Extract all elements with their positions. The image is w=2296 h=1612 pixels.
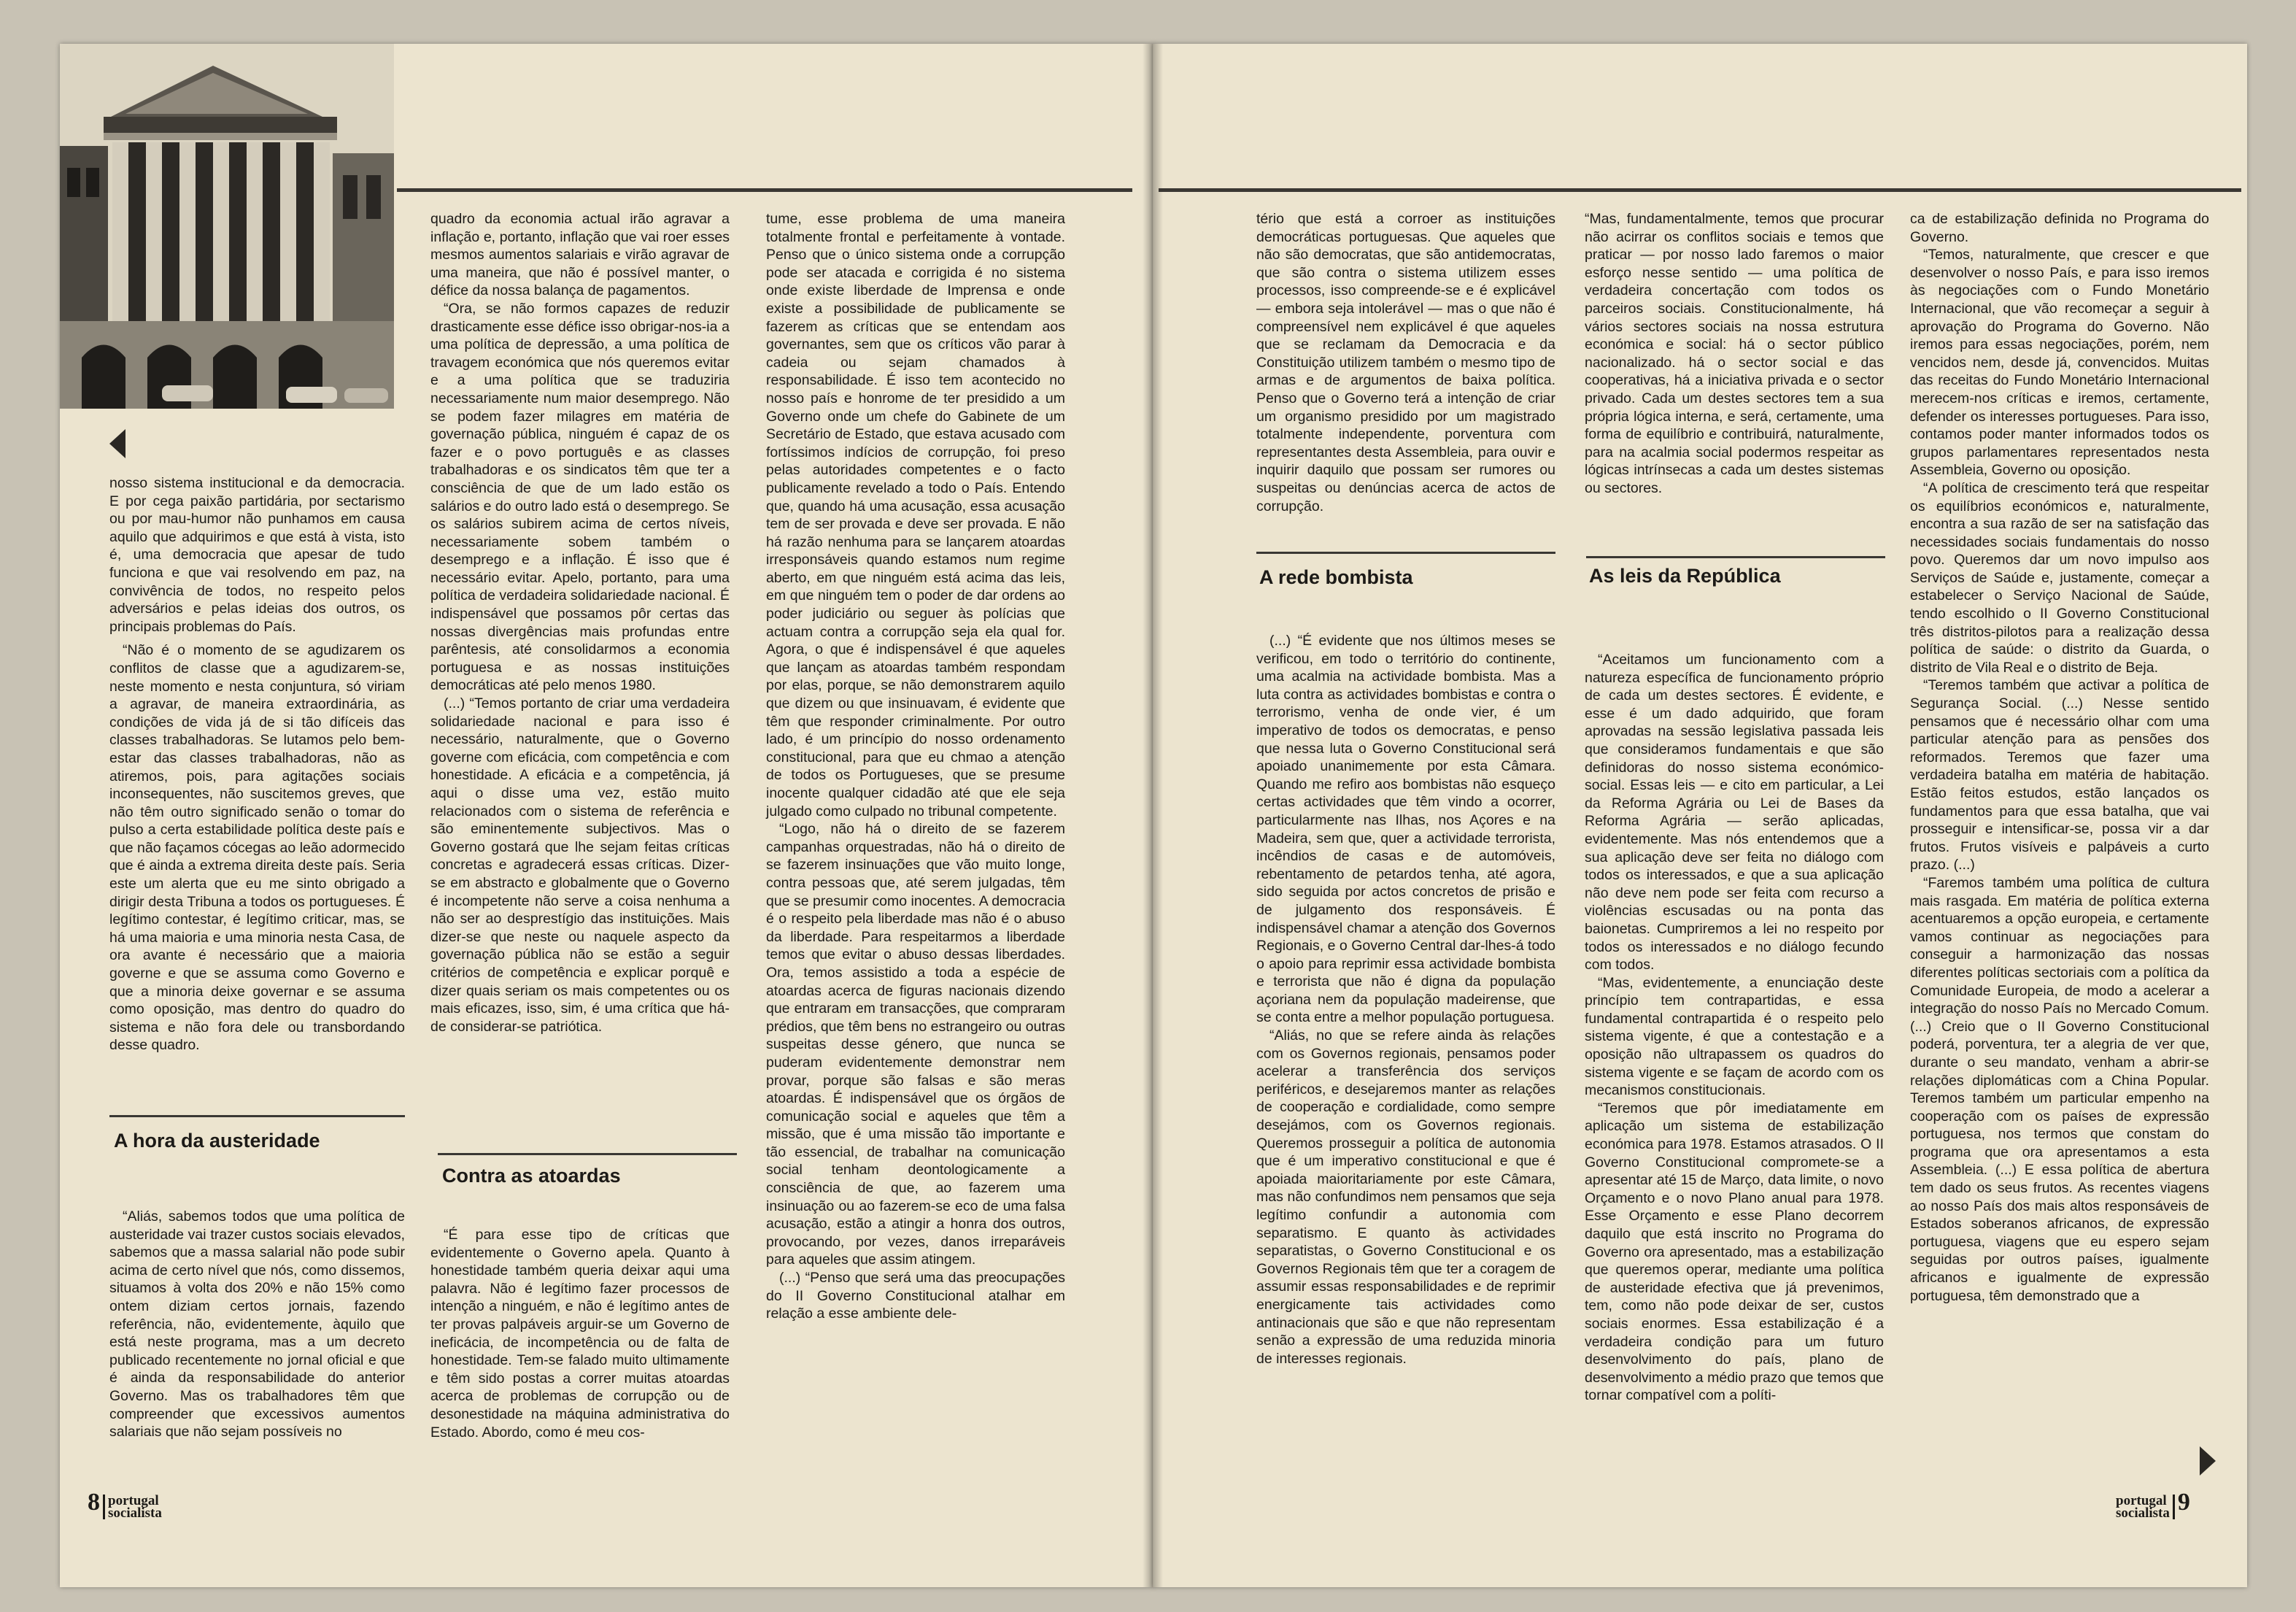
- folio-divider: [103, 1495, 105, 1519]
- next-page-arrow-icon[interactable]: [2200, 1446, 2216, 1476]
- left-column-2: [430, 210, 730, 1036]
- right-page-folio: [2116, 1489, 2190, 1522]
- header-rule-left: [397, 188, 1132, 192]
- paragraph: “Aliás, sabemos todos que uma política de austeridade vai trazer custos sociais elevados, sabemos que a massa salarial não pode subir acima de certo nível que nós, como dissemos, situamos à volta dos 20% e não 15% como ontem diziam certos jornais, fazendo referência, não, evidentemente, àquilo que está neste programa, mas a um decreto publicado recentemente no jornal oficial e que é ainda da responsabilidade do anterior Governo. Mas os trabalhadores têm que compreender que excessivos aumentos salariais que não sejam possíveis no: [109, 1208, 405, 1441]
- spine-gutter: [1143, 44, 1163, 1587]
- left-page-folio: [88, 1489, 162, 1522]
- portugal-socialista-logo: portugal socialista: [2116, 1493, 2170, 1522]
- paragraph: “Logo, não há o direito de se fazerem campanhas orquestradas, não há o direito de se fazerem insinuações que vão muito longe, contra pessoas que, até serem julgadas, têm que se presumir como inocentes. A democracia é o respeito pela liberdade mas não é o abuso da liberdade. Para respeitarmos a liberdade temos que evitar o abuso dessas liberdades. Ora, temos assistido a toda a espécie de atoardas acerca de figuras nacionais dizendo que entraram em transacções, que compraram prédios, que têm bens no estrangeiro ou outras suspeitas desse género, que nunca se puderam evidentemente demonstrar nem provar, porque são falsas e são meras atoardas. É indispensável que os órgãos de comunicação social e aqueles que têm a missão, que é uma missão tão importante e tão essencial, de trabalhar na comunicação social tenham deontologicamente a consciência de que, ao fazerem uma insinuação ou ao fazerem-se eco de uma falsa acusação, estão a atingir a honra dos outros, provocando, por vezes, danos irreparáveis para aqueles que assim atingem.: [766, 821, 1065, 1268]
- subhead-rule: [109, 1115, 405, 1117]
- left-column-3: [766, 210, 1065, 1323]
- subhead-rede-bombista: A rede bombista: [1259, 566, 1413, 588]
- paragraph: tume, esse problema de uma maneira totalmente frontal e perfeitamente à vontade. Penso que o único sistema onde a corrupção pode ser atacada e corrigida é no sistema onde existe liberdade de Imprensa e onde existe a possibilidade de publicamente se fazerem as críticas que se entendam aos governantes, sem que os críticos vão parar à cadeia ou sejam chamados à responsabilidade. É isso tem acontecido no nosso país e honrome de ter presidido a um Governo onde um chefe do Gabinete de um Secretário de Estado, que estava acusado com fortíssimos indícios de corrupção, foi preso pelas autoridades competentes e o facto publicamente revelado a todo o País. Entendo que, quando há uma acusação, essa acusação tem de ser provada e deve ser provada. E não há razão nenhuma para se lançarem atoardas irresponsáveis quando estamos num regime aberto, em que ninguém está acima das leis, em que ninguém tem o poder de dar ordens ao poder judiciário ou seguer às polícias que actuam contra a corrupção seja ela qual for. Agora, o que é indispensável é que aqueles que lançam as atoardas também respondam por elas, porque, se não demonstrarem aquilo que dizem ou que insinuavam, é evidente que têm que responder criminalmente. Por outro lado, é um princípio do nosso ordenamento constitucional, para que eu chmao a atenção de todos os Portugueses, que se presume inocente qualquer cidadão até que ele seja julgado como culpado no tribunal competente.: [766, 211, 1065, 820]
- paragraph: quadro da economia actual irão agravar a inflação e, portanto, inflação que vai roer esses mesmos aumentos salariais e virão agravar de uma maneira, que não é possível manter, o défice da nossa balança de pagamentos.: [430, 211, 730, 299]
- paragraph: “Aliás, no que se refere ainda às relações com os Governos regionais, pensamos poder acelerar a transferência dos serviços periféricos, e desejaremos manter as relações de cooperação e cordialidade, como sempre desejámos, com os Governos regionais. Queremos prosseguir a política de autonomia que é um imperativo constitucional e que é apoiada maioritariamente por este Câmara, mas não confundimos nem pensamos que seja legítimo confundir a autonomia com separatismo. E quanto às actividades separatistas, o Governo Constitucional e os Governos Regionais têm que ter a coragem de assumir essas responsabilidades e de reprimir energicamente tais actividades como antinacionais que são e que não representam senão a expressão de uma reduzida minoria de interesses regionais.: [1256, 1027, 1555, 1367]
- paragraph: “Faremos também uma política de cultura mais rasgada. Em matéria de política externa acentuaremos a opção europeia, e certamente vamos continuar as negociações para conseguir a harmonização das nossas diferentes políticas sectoriais com a política da Comunidade Europeia, de modo a acelerar a integração do nosso País no Mercado Comum. (...) Creio que o II Governo Constitucional poderá, porventura, ter a alegria de ver que, durante o seu mandato, venham a abrir-se relações diplomáticas com a China Popular. Teremos também um particular empenho na cooperação com os países de expressão portuguesa, nos termos que constam do programa que ora apresentamos a esta Assembleia. (...) E essa política de abertura tem dado os seus frutos. As recentes viagens ao nosso País dos mais altos responsáveis de Estados soberanos africanos, de expressão portuguesa, viagens que eu espero sejam seguidas por outros países, igualmente africanos e igualmente de expressão portuguesa, têm demonstrado que a: [1910, 874, 2209, 1304]
- paragraph: “Teremos que pôr imediatamente em aplicação um sistema de estabilização económica para 1978. Estamos atrasados. O II Governo Constitucional compromete-se a apresentar até 15 de Março, data limite, o novo Orçamento e o novo Plano anual para 1978. Esse Orçamento e esse Plano decorrem daquilo que está inscrito no Programa do Governo ora apresentado, mas a estabilização que queremos operar, mediante uma política de austeridade efectiva que já prevenimos, tem, como não pode deixar de ser, custos sociais enormes. Essa estabilização é a verdadeira condição para um futuro desenvolvimento do país, plano de desenvolvimento a médio prazo que temos que tornar compatível com a políti-: [1585, 1100, 1884, 1404]
- paragraph: “Aceitamos um funcionamento com a natureza específica de funcionamento próprio de cada um destes sectores. É evidente, e esse é um dado adquirido, que foram aprovadas na sessão legislativa passada leis que consideramos fundamentais e que são definidoras do nosso sistema económico-social. Essas leis — e cito em particular, a Lei da Reforma Agrária ou Lei de Bases da Reforma Agrária — serão aplicadas, evidentemente. Mas nós entendemos que a sua aplicação deve ser feita no diálogo com todos os interessados, e que a sua aplicação não deve nem pode ser feita com recurso a violências escusadas ou na ponta das baionetas. Cumpriremos a lei no respeito por todos os interessados e no diálogo fecundo com todos.: [1585, 652, 1884, 973]
- paragraph: “Temos, naturalmente, que crescer e que desenvolver o nosso País, e para isso iremos às negociações com o Fundo Monetário Internacional, que vão recomeçar a seguir à aprovação do Programa do Governo. Não iremos para essas negociações, porém, nem vencidos nem, desde já, convencidos. Muitas das receitas do Fundo Monetário Internacional merecem-nos críticas e iremos, certamente, defender os interesses portugueses. Para isso, contamos poder manter informados todos os grupos parlamentares representados nesta Assembleia, Governo ou oposição.: [1910, 247, 2209, 479]
- left-column-1: [109, 474, 405, 1054]
- paragraph: nosso sistema institucional e da democracia. E por cega paixão partidária, por sectarismo ou por mau-humor não punhamos em causa aquilo que adquirimos e que está à vista, isto é, uma democracia que apesar de tudo funciona e que vai resolvendo em paz, na convivência de todos, no respeito pelos adversários e pelas ideias dos outros, os principais problemas do País.: [109, 475, 405, 635]
- paragraph: “Não é o momento de se agudizarem os conflitos de classe que a agudizarem-se, neste momento e nesta conjuntura, só viriam a agravar, de maneira extraordinária, as condições de vida já de si tão difíceis das classes trabalhadoras. Se lutamos pelo bem-estar das classes trabalhadoras, não as atiremos, pois, para agitações sociais inconsequentes, não suscitemos greves, que não têm outro significado senão o tomar do pulso a certa estabilidade política deste país e que não façamos cócegas ao leão adormecido que é ainda a extrema direita deste país. Seria este um alerta que eu me sinto obrigado a dirigir desta Tribuna a todos os portugueses. É legítimo contestar, é legítimo criticar, mas, se há uma maioria e uma minoria nesta Casa, de ora avante é necessário que a maioria governe e que se assuma como Governo e que a minoria deixe governar e se assuma como oposição, mas dentro do quadro do sistema e não fora dele ou transbordando desse quadro.: [109, 642, 405, 1054]
- paragraph: “É para esse tipo de críticas que evidentemente o Governo apela. Quanto à honestidade também queria deixar aqui uma palavra. Não é legítimo fazer processos de intenção a ninguém, e não é legítimo antes de ter provas palpáveis arguir-se um Governo de ineficácia, de incompetência ou de falta de honestidade. Tem-se falado muito ultimamente e têm sido postas a correr muitas atoardas acerca de problemas de corrupção ou de desonestidade na máquina administrativa do Estado. Abordo, como é meu cos-: [430, 1227, 730, 1441]
- subhead-atoardas: Contra as atoardas: [442, 1165, 621, 1187]
- right-column-1: [1256, 210, 1555, 515]
- paragraph: (...) “Penso que será uma das preocupações do II Governo Constitucional atalhar em relação a esse ambiente dele-: [766, 1270, 1065, 1322]
- paragraph: tério que está a corroer as instituições democráticas portuguesas. Que aqueles que não são democratas, que são antidemocratas, que são contra o sistema utilizem esses processos, isso compreende-se e é explicável — embora seja intolerável — mas o que não é compreensível nem explicável é que aqueles que se reclamam da Democracia e da Constituição utilizem também o mesmo tipo de armas e de argumentos de baixa política. Penso que o Governo terá a intenção de criar um organismo presidido por um magistrado totalmente independente, porventura com representantes desta Assembleia, para ouvir e inquirir daquilo que possam ser rumores ou suspeitas ou denúncias acerca de actos de corrupção.: [1256, 211, 1555, 514]
- subhead-leis-republica: As leis da República: [1589, 565, 1781, 587]
- paragraph: “Mas, fundamentalmente, temos que procurar não acirrar os conflitos sociais e temos que praticar — por nosso lado faremos o maior esforço nesse sentido — uma política de verdadeira concertação com todos os parceiros sociais. Constitucionalmente, há vários sectores sociais na nossa estrutura económica e social: há o sector público nacionalizado. há o sector social e das cooperativas, há a iniciativa privada e o sector privado. Cada um destes sectores tem a sua própria lógica interna, e será, certamente, uma forma de equilíbrio e contribuirá, naturalmente, para na acalmia social podermos respeitar as lógicas intrínsecas a cada um destes sistemas ou sectores.: [1585, 211, 1884, 496]
- paragraph: ca de estabilização definida no Programa do Governo.: [1910, 211, 2209, 245]
- page-number: 9: [2177, 1489, 2190, 1516]
- subhead-rule: [1256, 552, 1555, 554]
- left-column-2-continued: [430, 1226, 730, 1441]
- right-column-2-continued: [1585, 651, 1884, 1405]
- right-column-2: [1585, 210, 1884, 498]
- subhead-austeridade: A hora da austeridade: [114, 1130, 320, 1152]
- paragraph: “Teremos também que activar a política de Segurança Social. (...) Nesse sentido pensamos que é necessário olhar com uma particular atenção para as pensões dos reformados. Teremos que fazer uma verdadeira batalha em matéria de habitação. Estão feitos estudos, estão lançados os fundamentos para que essa batalha, que vai prosseguir e intensificar-se, possa vir a dar frutos. Frutos visíveis e palpáveis a curto prazo. (...): [1910, 677, 2209, 874]
- folio-divider: [2173, 1495, 2175, 1519]
- right-column-1-continued: [1256, 632, 1555, 1368]
- subhead-rule: [1586, 556, 1885, 558]
- paragraph: (...) “É evidente que nos últimos meses se verificou, em todo o território do continente, uma acalmia na actividade bombista. Mas a luta contra as actividades bombistas e contra o terrorismo, venha de onde vier, é um imperativo de todos os democratas, e penso que nessa luta o Governo Constitucional será apoiado unanimemente por esta Câmara. Quando me refiro aos bombistas não esqueço certas actividades que têm vindo a ocorrer, particularmente nas Ilhas, nos Açores e na Madeira, sem que, quer a actividade terrorista, incêndios de casas e de automóveis, rebentamento de petardos tenha, até agora, sido seguida por actos concretos de prisão e de julgamento dos responsáveis. É indispensável chamar a atenção dos Governos Regionais, e o Governo Central dar-lhes-á todo o apoio para reprimir essa actividade bombista e terrorista que não é digna da população açoriana nem da população madeirense, que se conta entre a melhor população portuguesa.: [1256, 633, 1555, 1026]
- header-rule-right: [1159, 188, 2241, 192]
- previous-page-arrow-icon[interactable]: [109, 429, 125, 458]
- paragraph: “Mas, evidentemente, a enunciação deste princípio tem contrapartidas, e essa fundamental contrapartida é o respeito pelo sistema vigente, é que a contestação e a oposição não ultrapassem os quadros do sistema vigente e se façam de acordo com os mecanismos constitucionais.: [1585, 974, 1884, 1099]
- page-number: 8: [88, 1489, 100, 1516]
- left-column-1-continued: [109, 1208, 405, 1441]
- parliament-building-photo: [60, 44, 394, 409]
- portugal-socialista-logo: portugal socialista: [108, 1493, 162, 1522]
- paragraph: “Ora, se não formos capazes de reduzir drasticamente esse défice isso obrigar-nos-ia a uma política de depressão, a uma política de travagem económica que nós queremos evitar e a uma política que se traduziria necessariamente num maior desemprego. Não se podem fazer milagres em matéria de governação pública, ninguém é capaz de os fazer e o povo português e as classes trabalhadoras e os sindicatos têm que ter a consciência de que de um lado estão os salários e do outro lado está o desemprego. Se os salários subirem acima de certos níveis, necessariamente sobem também o desemprego e a inflação. É isso que é necessário evitar. Apelo, portanto, para uma política de verdadeira solidariedade nacional. É indispensável que possamos pôr certas das nossas divergências mais profundas entre parêntesis, até consolidarmos a economia portuguesa e as nossas instituições democráticas até pelo menos 1980.: [430, 300, 730, 694]
- paragraph: (...) “Temos portanto de criar uma verdadeira solidariedade nacional e para isso é necessário, naturalmente, que o Governo governe com eficácia, com competência e com honestidade. A eficácia e a competência, já aqui o disse uma vez, estão muito relacionados com o sistema de referência e são eminentemente subjectivos. Mas o Governo gostará que lhe sejam feitas críticas concretas e agradecerá essas críticas. Dizer-se em abstracto e globalmente que o Governo é incompetente não serve a coisa nenhuma a não ser ao desprestígio das instituições. Mais dizer-se que neste ou naquele aspecto da governação pública não se estão a seguir critérios de competência e explicar porquê e dizer quais seriam os mais competentes ou os mais eficazes, isso, sim, é uma crítica que há-de considerar-se patriótica.: [430, 695, 730, 1035]
- paragraph: “A política de crescimento terá que respeitar os equilíbrios económicos e, naturalmente, encontra a sua razão de ser na satisfação das necessidades sociais fundamentais do nosso povo. Queremos dar um novo impulso aos Serviços de Saúde e, justamente, começar a estabelecer o Serviço Nacional de Saúde, tendo escolhido o II Governo Constitucional três distritos-pilotos para a realização dessa política de saúde: o distrito da Guarda, o distrito de Vila Real e o distrito de Beja.: [1910, 479, 2209, 676]
- subhead-rule: [438, 1153, 737, 1155]
- right-column-3: [1910, 210, 2209, 1305]
